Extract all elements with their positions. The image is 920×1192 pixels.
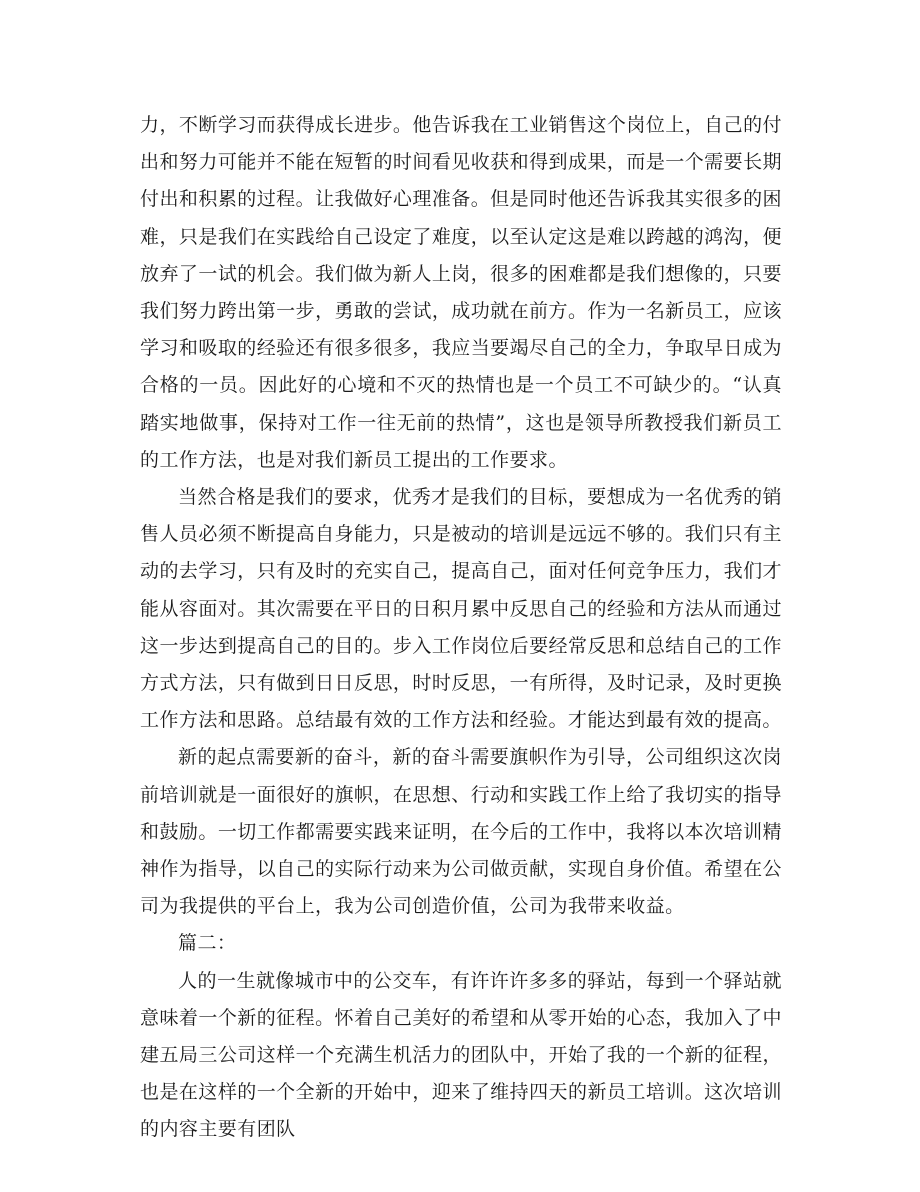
document-body (140, 107, 782, 1149)
paragraph-2: 当然合格是我们的要求，优秀才是我们的目标，要想成为一名优秀的销售人员必须不断提高自身能力，只是被动的培训是远远不够的。我们只有主动的去学习，只有及时的充实自己，提高自己，面对任何竞争压力，我们才能从容面对。其次需要在平日的日积月累中反思自己的经验和方法从而通过这一步达到提高自己的目的。步入工作岗位后要经常反思和总结自己的工作方式方法，只有做到日日反思，时时反思，一有所得，及时记录，及时更换工作方法和思路。总结最有效的工作方法和经验。才能达到最有效的提高。 (140, 486, 782, 732)
section-paragraph: 人的一生就像城市中的公交车，有许许许多多的驿站，每到一个驿站就意味着一个新的征程。怀着自己美好的希望和从零开始的心态，我加入了中建五局三公司这样一个充满生机活力的团队中，开始了我的一个新的征程，也是在这样的一个全新的开始中，迎来了维持四天的新员工培训。这次培训的内容主要有团队 (140, 969, 782, 1141)
paragraph-1: 力，不断学习而获得成长进步。他告诉我在工业销售这个岗位上，自己的付出和努力可能并不能在短暂的时间看见收获和得到成果，而是一个需要长期付出和积累的过程。让我做好心理准备。但是同时他还告诉我其实很多的困难，只是我们在实践给自己设定了难度，以至认定这是难以跨越的鸿沟，便放弃了一试的机会。我们做为新人上岗，很多的困难都是我们想像的，只要我们努力跨出第一步，勇敢的尝试，成功就在前方。作为一名新员工，应该学习和吸取的经验还有很多很多，我应当要竭尽自己的全力，争取早日成为合格的一员。因此好的心境和不灭的热情也是一个员工不可缺少的。“认真踏实地做事，保持对工作一往无前的热情”，这也是领导所教授我们新员工的工作方法，也是对我们新员工提出的工作要求。 (140, 114, 782, 471)
section-heading: 篇二： (178, 932, 237, 955)
paragraph-3: 新的起点需要新的奋斗，新的奋斗需要旗帜作为引导，公司组织这次岗前培训就是一面很好的旗帜，在思想、行动和实践工作上给了我切实的指导和鼓励。一切工作都需要实践来证明，在今后的工作中，我将以本次培训精神作为指导，以自己的实际行动来为公司做贡献，实现自身价值。希望在公司为我提供的平台上，我为公司创造价值，公司为我带来收益。 (140, 746, 782, 918)
